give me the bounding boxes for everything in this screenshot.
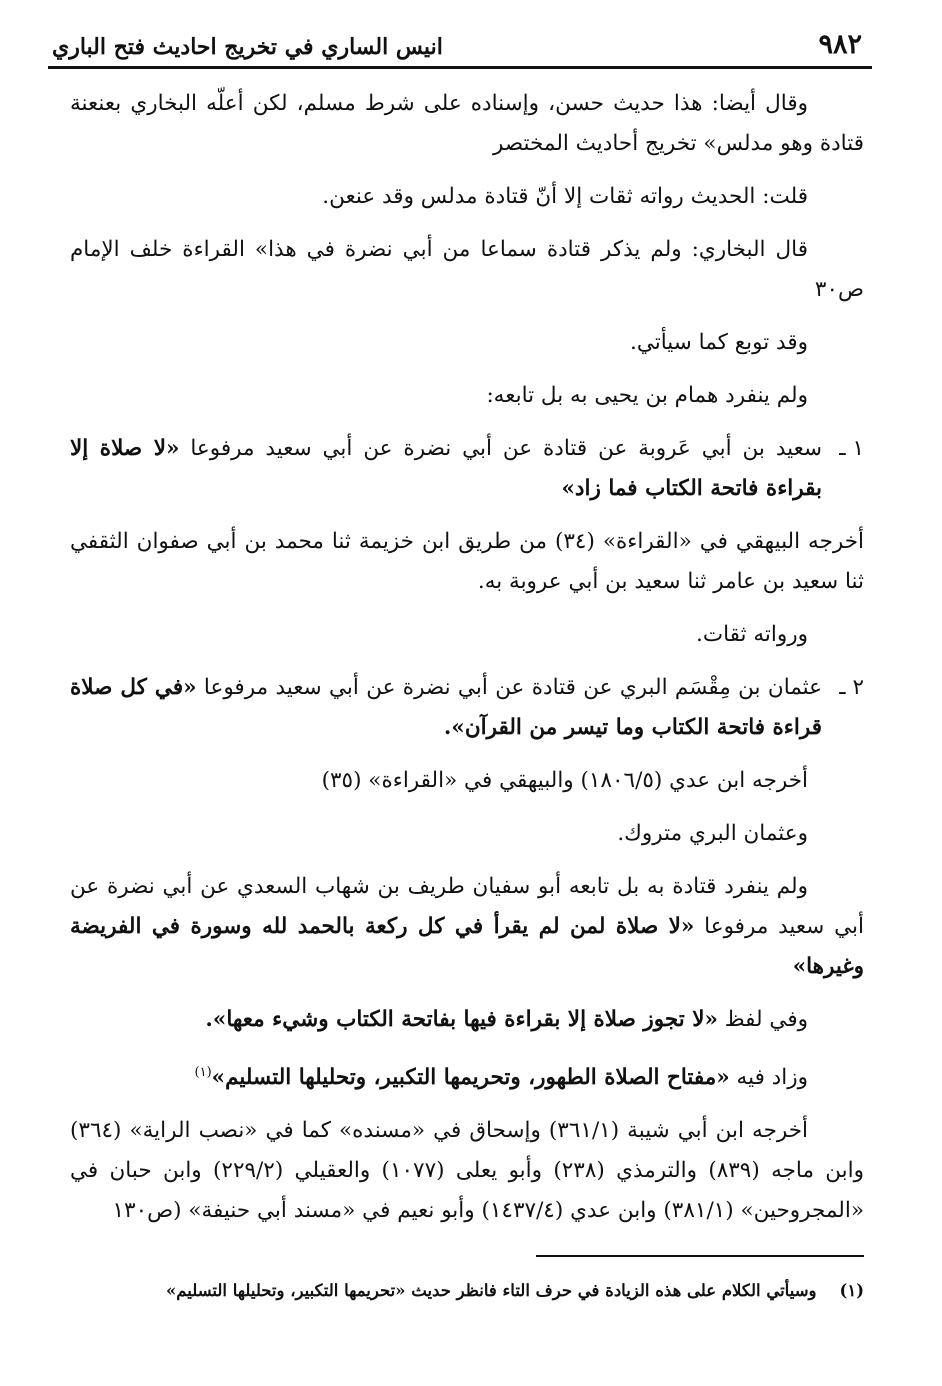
paragraph: قال البخاري: ولم يذكر قتادة سماعا من أبي نضرة في هذا» القراءة خلف الإمام ص٣٠ (70, 237, 864, 302)
item-text: سعيد بن أبي عَروبة عن قتادة عن أبي نضرة عن أبي سعيد مرفوعا (179, 436, 822, 461)
paragraph-text: وزاد فيه (729, 1065, 808, 1091)
hadith-quote: «لا تجوز صلاة إلا بقراءة فيها بفاتحة الكتاب وشيء معها». (205, 1007, 718, 1032)
footnote-text: وسيأتي الكلام على هذه الزيادة في حرف التاء فانظر حديث «تحريمها التكبير، وتحليلها التسليم» (165, 1281, 817, 1300)
numbered-item (70, 429, 864, 509)
paragraph: وعثمان البري متروك. (617, 821, 808, 846)
paragraph: أخرجه ابن أبي شيبة (٣٦١/١) وإسحاق في «مسنده» كما في «نصب الراية» (٣٦٤) وابن ماجه (٨٣٩) والترمذي (٢٣٨) وأبو يعلى (١٠٧٧) والعقيلي (٢٢٩/٢) وابن حبان في «المجروحين» (٣٨١/١) وابن عدي (١٤٣٧/٤) وأبو نعيم في «مسند أبي حنيفة» (ص١٣٠ (70, 1118, 864, 1224)
paragraph: ورواته ثقات. (696, 622, 808, 647)
paragraph (70, 1053, 864, 1098)
paragraph (70, 867, 864, 987)
item-text: عثمان بن مِقْسَم البري عن قتادة عن أبي نضرة عن أبي سعيد مرفوعا (196, 675, 822, 700)
hadith-quote: «لا صلاة لمن لم يقرأ في كل ركعة بالحمد لله وسورة في الفريضة وغيرها» (70, 914, 864, 979)
hadith-quote: «في كل صلاة قراءة فاتحة الكتاب وما تيسر من القرآن». (70, 675, 822, 740)
paragraph: وقد توبع كما سيأتي. (630, 330, 808, 355)
footnote-marker: (١) (839, 1281, 864, 1300)
running-title: انيس الساري في تخريج احاديث فتح الباري (52, 34, 443, 60)
footnote-divider (536, 1255, 864, 1257)
paragraph-text: وفي لفظ (717, 1007, 808, 1032)
hadith-quote: «مفتاح الصلاة الطهور، وتحريمها التكبير، وتحليلها التسليم» (211, 1065, 730, 1091)
page-number: ٩٨٢ (818, 29, 862, 60)
main-text (70, 84, 864, 1244)
paragraph: وقال أيضا: هذا حديث حسن، وإسناده على شرط مسلم، لكن أعلّه البخاري بعنعنة قتادة وهو مدلس» تخريج أحاديث المختصر (70, 91, 864, 156)
paragraph: قلت: الحديث رواته ثقات إلا أنّ قتادة مدلس وقد عنعن. (322, 184, 808, 209)
paragraph: أخرجه البيهقي في «القراءة» (٣٤) من طريق ابن خزيمة ثنا محمد بن أبي صفوان الثقفي ثنا سعيد بن عامر ثنا سعيد بن أبي عروبة به. (70, 529, 864, 594)
item-number: ١ ـ (839, 436, 864, 461)
paragraph: ولم ينفرد همام بن يحيى به بل تابعه: (486, 383, 808, 408)
paragraph: أخرجه ابن عدي (١٨٠٦/٥) والبيهقي في «القراءة» (٣٥) (321, 768, 808, 793)
page-header (48, 22, 872, 69)
footnote (70, 1276, 864, 1306)
paragraph-text: ولم ينفرد قتادة به بل تابعه أبو سفيان طريف بن شهاب السعدي عن أبي نضرة عن أبي سعيد مرفوعا (70, 874, 864, 939)
hadith-quote: «لا صلاة إلا بقراءة فاتحة الكتاب فما زاد» (70, 436, 822, 501)
footnote-reference: (١) (194, 1065, 212, 1080)
numbered-item (70, 668, 864, 748)
item-number: ٢ ـ (839, 675, 864, 700)
paragraph (70, 1000, 864, 1040)
